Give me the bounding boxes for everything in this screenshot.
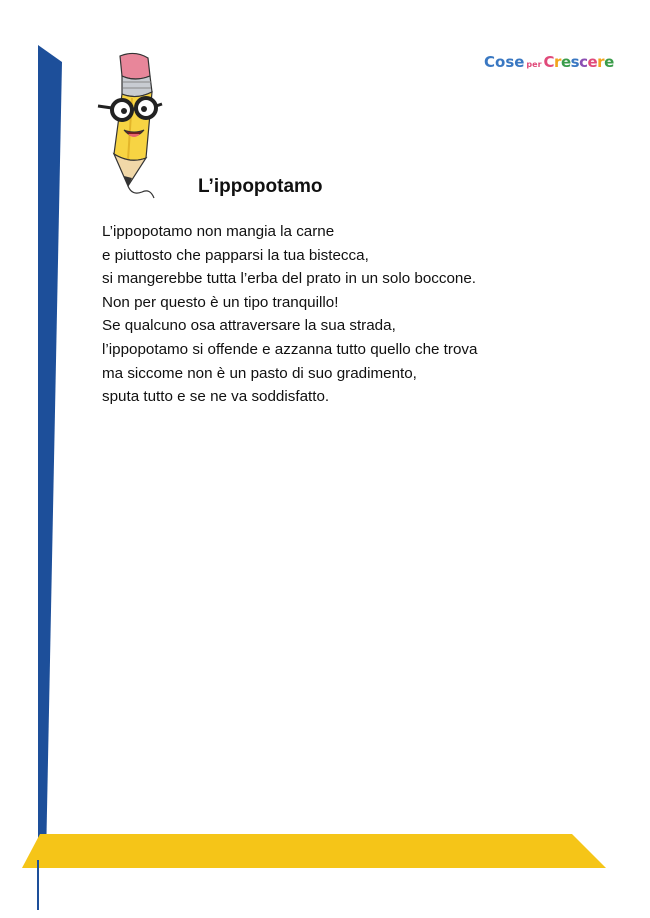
poem-line: ma siccome non è un pasto di suo gradimento, [102,364,417,382]
blue-thin-line [37,860,39,910]
poem-line: e piuttosto che papparsi la tua bistecca, [102,246,369,264]
pencil-mascot-icon [80,48,180,208]
poem-line: sputa tutto e se ne va soddisfatto. [102,388,330,406]
poem-line: si mangerebbe tutta l’erba del prato in un solo boccone. [102,270,477,288]
logo-cose-per-crescere [484,52,614,78]
poem-line: L’ippopotamo non mangia la carne [102,223,335,240]
logo-word-cose: Cose [484,53,525,71]
poem-line: Non per questo è un tipo tranquillo! [102,293,339,311]
poem-line: l’ippopotamo si offende e azzanna tutto quello che trova [102,340,478,358]
poem-title: L’ippopotamo [198,176,323,197]
logo-word-per: per [526,60,542,69]
logo-word-crescere: Crescere [543,53,614,71]
poem-text [102,220,477,409]
poem-line: Se qualcuno osa attraversare la sua strada, [102,317,396,335]
